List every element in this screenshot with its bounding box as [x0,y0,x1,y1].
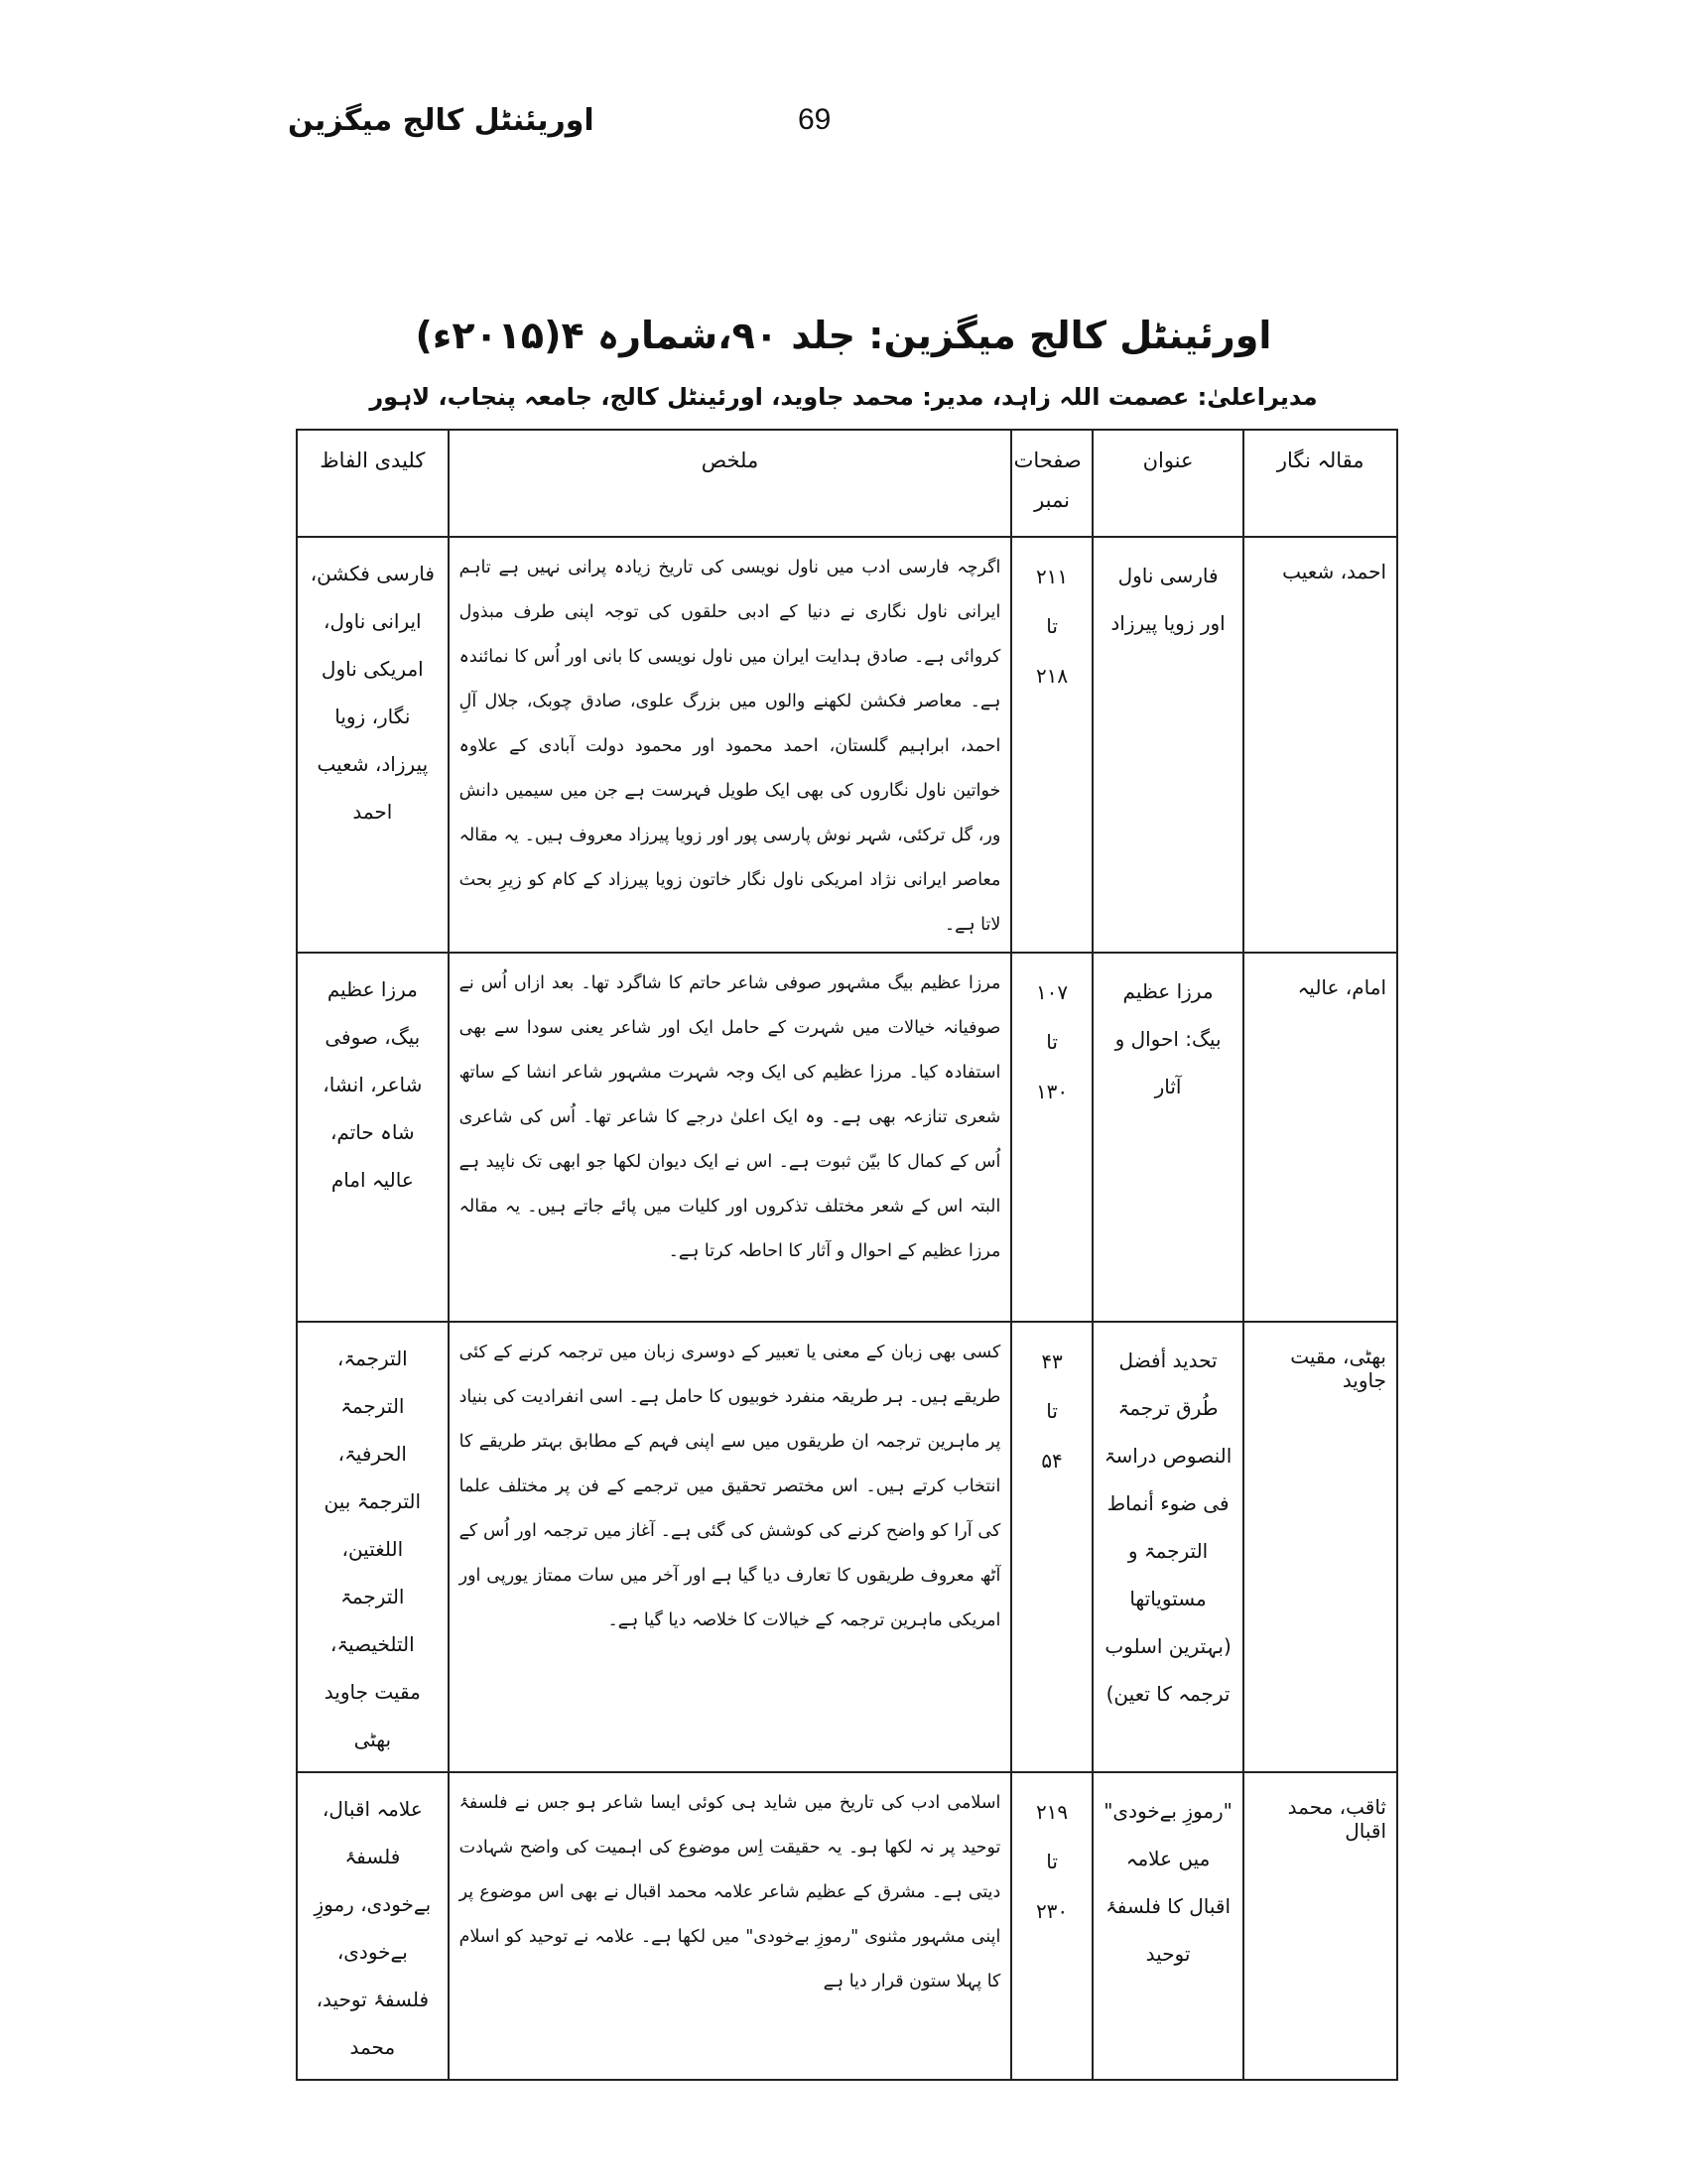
page-from: ۲۱۱ [1035,565,1069,588]
keywords-cell: علامہ اقبال، فلسفۂ بےخودی، رموزِ بےخودی، فلسفۂ توحید، محمد [297,1772,449,2080]
editors-line: مدیراعلیٰ: عصمت اللہ زاہد، مدیر: محمد جاوید، اورئینٹل کالج، جامعہ پنجاب، لاہور [369,383,1318,411]
abstract-cell: اسلامی ادب کی تاریخ میں شاید ہی کوئی ایسا شاعر ہو جس نے فلسفۂ توحید پر نہ لکھا ہو۔ یہ حقیقت اِس موضوع کی اہمیت کی واضح شہادت دیتی ہے۔ مشرق کے عظیم شاعر علامہ محمد اقبال نے بھی اس موضوع پر اپنی مشہور مثنوی "رموزِ بےخودی" میں لکھا ہے۔ علامہ نے توحید کو اسلام کا پہلا ستون قرار دیا ہے [449,1772,1012,2080]
title-cell: "رموزِ بےخودی" میں علامہ اقبال کا فلسفۂ توحید [1093,1772,1244,2080]
author-cell: بھٹی، مقیت جاوید [1243,1322,1397,1772]
table-row [297,1772,1397,2080]
header-keywords: کلیدی الفاظ [297,430,449,537]
pages-cell [1011,537,1092,953]
page-separator: تا [1046,1399,1058,1423]
running-title: اوریئنٹل کالج میگزین [288,103,594,138]
keywords-cell: الترجمۃ، الترجمۃ الحرفیۃ، الترجمۃ بین اللغتین، الترجمۃ التلخیصیۃ، مقیت جاوید بھٹی [297,1322,449,1772]
header-abstract: ملخص [449,430,1012,537]
author-cell: امام، عالیہ [1243,953,1397,1322]
page-from: ۴۳ [1041,1349,1063,1373]
page-to: ۱۳۰ [1035,1080,1069,1103]
table-row [297,953,1397,1322]
table-row [297,1322,1397,1772]
page-from: ۱۰۷ [1035,980,1069,1004]
title-cell: تحدید أفضل طُرق ترجمۃ النصوص دراسۃ فی ضوء أنماط الترجمۃ و مستویاتھا (بہترین اسلوب ترجمہ کا تعین) [1093,1322,1244,1772]
abstract-cell: کسی بھی زبان کے معنی یا تعبیر کے دوسری زبان میں ترجمہ کرنے کے کئی طریقے ہیں۔ ہر طریقہ منفرد خوبیوں کا حامل ہے۔ اسی انفرادیت کی بنیاد پر ماہرین ترجمہ ان طریقوں میں سے اپنی فہم کے مطابق بہتر طریقے کا انتخاب کرتے ہیں۔ اس مختصر تحقیق میں ترجمے کے فن پر مختلف علما کی آرا کو واضح کرنے کی کوشش کی گئی ہے۔ آغاز میں ترجمہ اور اُس کے آٹھ معروف طریقوں کا تعارف دیا گیا ہے اور آخر میں سات ممتاز یورپی اور امریکی ماہرین ترجمہ کے خیالات کا خلاصہ دیا گیا ہے۔ [449,1322,1012,1772]
page-separator: تا [1046,614,1058,638]
title-cell: فارسی ناول اور زویا پیرزاد [1093,537,1244,953]
page-to: ۲۱۸ [1035,664,1069,688]
keywords-cell: فارسی فکشن، ایرانی ناول، امریکی ناول نگار، زویا پیرزاد، شعیب احمد [297,537,449,953]
table-header-row [297,430,1397,537]
table-row [297,537,1397,953]
pages-cell [1011,1772,1092,2080]
page-to: ۲۳۰ [1035,1899,1069,1923]
header-title: عنوان [1093,430,1244,537]
keywords-cell: مرزا عظیم بیگ، صوفی شاعر، انشا، شاہ حاتم، عالیہ امام [297,953,449,1322]
page-separator: تا [1046,1030,1058,1054]
pages-cell [1011,953,1092,1322]
abstract-cell: اگرچہ فارسی ادب میں ناول نویسی کی تاریخ زیادہ پرانی نہیں ہے تاہم ایرانی ناول نگاری نے دنیا کے ادبی حلقوں کی توجہ اپنی طرف مبذول کروائی ہے۔ صادق ہدایت ایران میں ناول نویسی کا بانی اور اُس کا نمائندہ ہے۔ معاصر فکشن لکھنے والوں میں بزرگ علوی، صادق چوبک، جلال آلِ احمد، ابراہیم گلستان، احمد محمود اور محمود دولت آبادی کے علاوہ خواتین ناول نگاروں کی بھی ایک طویل فہرست ہے جن میں سیمیں دانش ور، گل ترکئی، شہر نوش پارسی پور اور زویا پیرزاد معروف ہیں۔ یہ مقالہ معاصر ایرانی نژاد امریکی ناول نگار خاتون زویا پیرزاد کے کام کو زیرِ بحث لاتا ہے۔ [449,537,1012,953]
title-cell: مرزا عظیم بیگ: احوال و آثار [1093,953,1244,1322]
header-author: مقالہ نگار [1243,430,1397,537]
journal-title: اورئینٹل کالج میگزین: جلد ۹۰،شمارہ ۴(۲۰۱۵ء) [415,314,1272,357]
pages-cell [1011,1322,1092,1772]
page-separator: تا [1046,1850,1058,1873]
page-to: ۵۴ [1041,1449,1063,1473]
page-from: ۲۱۹ [1035,1800,1069,1824]
author-cell: ثاقب، محمد اقبال [1243,1772,1397,2080]
abstract-cell: مرزا عظیم بیگ مشہور صوفی شاعر حاتم کا شاگرد تھا۔ بعد ازاں اُس نے صوفیانہ خیالات میں شہرت کے حامل ایک اور شاعر یعنی سودا سے بھی استفادہ کیا۔ مرزا عظیم کی ایک وجہ شہرت مشہور شاعر انشا کے ساتھ شعری تنازعہ بھی ہے۔ وہ ایک اعلیٰ درجے کا شاعر تھا۔ اُس کی شاعری اُس کے کمال کا بیّن ثبوت ہے۔ اس نے ایک دیوان لکھا جو ابھی تک ناپید ہے البتہ اس کے شعر مختلف تذکروں اور کلیات میں پائے جاتے ہیں۔ یہ مقالہ مرزا عظیم کے احوال و آثار کا احاطہ کرتا ہے۔ [449,953,1012,1322]
page-number: 69 [798,103,832,136]
author-cell: احمد، شعیب [1243,537,1397,953]
contents-table [296,429,1398,2081]
header-pages: صفحات نمبر [1011,430,1092,537]
